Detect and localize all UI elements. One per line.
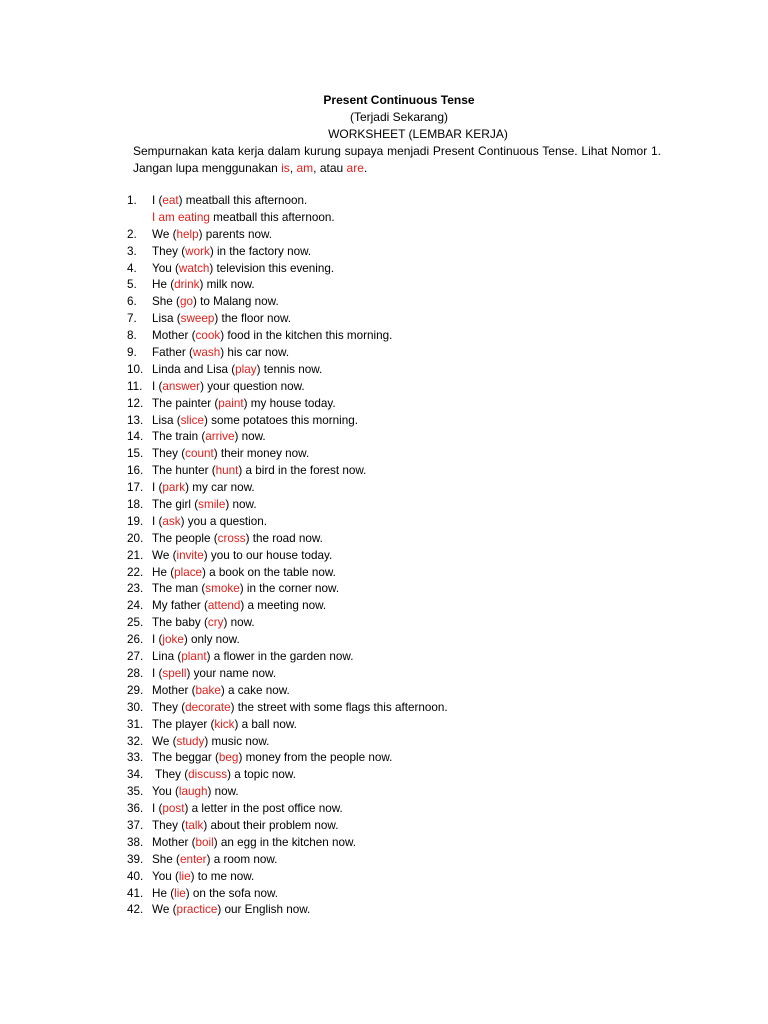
item-sentence: [152, 649, 353, 666]
item-number: 27.: [127, 650, 144, 664]
item-verb: smile: [198, 498, 226, 512]
list-item: [127, 598, 687, 615]
item-rest: ) meatball this afternoon.: [178, 194, 308, 207]
example-answer-sentence: [152, 210, 335, 227]
item-verb: lie: [178, 869, 191, 883]
item-rest: ) a bird in the forest now.: [238, 464, 367, 478]
item-rest: ) to me now.: [190, 869, 255, 883]
item-rest: ) only now.: [183, 633, 240, 647]
item-subject: He (: [152, 886, 175, 900]
list-item: [127, 649, 687, 666]
item-rest: ) now.: [207, 785, 239, 799]
item-rest: ) about their problem now.: [203, 818, 339, 832]
item-subject: He (: [152, 278, 175, 292]
item-subject: We (: [152, 548, 177, 562]
item-sentence: [152, 328, 392, 345]
item-verb: practice: [176, 903, 218, 917]
page-subtitle: (Terjadi Sekarang): [349, 110, 449, 124]
item-number: 7.: [127, 312, 137, 326]
instructions-text: Sempurnakan kata kerja dalam kurung supaya menjadi Present Continuous Tense. Lihat Nomor 1. Jangan lupa menggunakan: [133, 144, 661, 175]
list-item: [127, 784, 687, 801]
page-title: Present Continuous Tense: [323, 93, 475, 107]
item-subject: The people (: [152, 531, 218, 545]
list-item: [127, 683, 687, 700]
item-number: 13.: [127, 413, 144, 427]
list-item: [127, 801, 687, 818]
item-rest: ) on the sofa now.: [185, 886, 279, 900]
item-number: 4.: [127, 261, 137, 275]
item-rest: ) a ball now.: [234, 717, 297, 731]
item-rest: ) our English now.: [217, 903, 311, 917]
list-item: [127, 362, 687, 379]
item-sentence: [152, 565, 336, 582]
item-sentence: [152, 497, 257, 514]
item-number: 20.: [127, 531, 144, 545]
item-number: 2.: [127, 227, 137, 241]
item-rest: ) the road now.: [245, 531, 323, 545]
item-verb: post: [162, 802, 185, 816]
item-subject: I (: [152, 481, 163, 495]
item-number: 22.: [127, 565, 144, 579]
item-number: 30.: [127, 700, 144, 714]
item-sentence: [155, 767, 296, 784]
instructions-sep-2: , atau: [313, 161, 344, 175]
item-number: 11.: [127, 379, 143, 393]
item-subject: The train (: [152, 430, 206, 444]
item-subject: I (: [152, 802, 163, 816]
item-verb: go: [179, 295, 193, 309]
item-verb: kick: [214, 717, 235, 731]
item-sentence: [152, 311, 291, 328]
item-number: 25.: [127, 616, 144, 630]
item-sentence: [152, 683, 290, 700]
list-item: [127, 632, 687, 649]
list-item: [127, 261, 687, 278]
item-rest: ) your name now.: [186, 666, 277, 680]
item-subject: The baby (: [152, 616, 208, 630]
instructions-end: .: [363, 161, 368, 175]
item-verb: laugh: [178, 785, 208, 799]
item-rest: ) a flower in the garden now.: [206, 650, 354, 664]
item-verb: watch: [178, 261, 210, 275]
item-verb: count: [185, 447, 214, 461]
list-item: [127, 446, 687, 463]
item-sentence: [152, 379, 305, 396]
item-sentence: [152, 227, 272, 244]
item-rest: ) now.: [234, 430, 266, 444]
item-subject: Father (: [152, 346, 193, 360]
item-number: 42.: [127, 903, 144, 917]
item-verb: talk: [185, 818, 204, 832]
item-verb: attend: [207, 599, 241, 613]
item-sentence: [152, 261, 334, 278]
item-sentence: [152, 396, 336, 413]
list-item: [127, 717, 687, 734]
item-sentence: [152, 784, 239, 801]
item-verb: place: [174, 565, 203, 579]
list-item: [127, 480, 687, 497]
item-verb: slice: [180, 413, 204, 427]
item-number: 1.: [127, 194, 137, 207]
item-verb: plant: [181, 650, 207, 664]
list-item: [127, 852, 687, 869]
item-subject: She (: [152, 852, 180, 866]
item-subject: The man (: [152, 582, 206, 596]
item-subject: I (: [152, 666, 163, 680]
item-rest: ) milk now.: [199, 278, 255, 292]
item-rest: ) parents now.: [198, 227, 272, 241]
item-verb: ask: [162, 514, 181, 528]
item-verb: answer: [162, 379, 201, 393]
item-sentence: [152, 345, 289, 362]
item-subject: The beggar (: [152, 751, 219, 765]
list-item: [127, 514, 687, 531]
item-subject: He (: [152, 565, 175, 579]
item-verb: cry: [207, 616, 224, 630]
item-subject: Lisa (: [152, 413, 181, 427]
worksheet-heading: WORKSHEET (LEMBAR KERJA): [328, 127, 508, 141]
item-rest: ) food in the kitchen this morning.: [220, 329, 393, 343]
item-subject: We (: [152, 903, 177, 917]
example-subject: I: [152, 210, 156, 224]
item-rest: ) to Malang now.: [192, 295, 279, 309]
list-item: [127, 413, 687, 430]
item-verb: study: [176, 734, 205, 748]
list-item: [127, 700, 687, 717]
item-sentence: [152, 801, 343, 818]
item-rest: ) now.: [223, 616, 255, 630]
item-number: 10.: [127, 362, 144, 376]
list-item: [127, 818, 687, 835]
list-item: [127, 615, 687, 632]
item-subject: You (: [152, 785, 179, 799]
item-sentence: [152, 463, 366, 480]
item-subject: We (: [152, 734, 177, 748]
item-subject: They (: [155, 768, 189, 782]
item-rest: ) a book on the table now.: [202, 565, 336, 579]
item-verb: arrive: [205, 430, 235, 444]
item-sentence: [152, 480, 255, 497]
item-verb: eat: [162, 194, 179, 207]
item-verb: help: [176, 227, 199, 241]
item-sentence: [152, 581, 339, 598]
item-sentence: [152, 277, 255, 294]
item-rest: ) a room now.: [206, 852, 278, 866]
item-subject: They (: [152, 700, 186, 714]
item-number: 26.: [127, 633, 144, 647]
item-rest: ) my car now.: [185, 481, 255, 495]
item-number: 24.: [127, 599, 144, 613]
item-rest: ) their money now.: [213, 447, 310, 461]
list-item: [127, 548, 687, 565]
list-item: [127, 531, 687, 548]
list-item: [127, 277, 687, 294]
item-subject: Mother (: [152, 835, 196, 849]
list-item: [127, 463, 687, 480]
item-number: 39.: [127, 852, 144, 866]
item-sentence: [152, 632, 240, 649]
example-rest: meatball this afternoon.: [213, 210, 335, 224]
item-rest: ) my house today.: [243, 396, 336, 410]
item-verb: wash: [192, 346, 221, 360]
list-item: [127, 565, 687, 582]
item-verb: drink: [174, 278, 200, 292]
item-number: 3.: [127, 244, 137, 258]
item-verb: beg: [218, 751, 239, 765]
item-sentence: [152, 548, 332, 565]
item-rest: ) his car now.: [220, 346, 290, 360]
item-rest: ) an egg in the kitchen now.: [213, 835, 357, 849]
item-verb: play: [235, 362, 257, 376]
item-rest: ) music now.: [204, 734, 270, 748]
item-sentence: [152, 869, 254, 886]
keyword-am: am: [296, 161, 314, 175]
item-subject: Linda and Lisa (: [152, 362, 236, 376]
item-subject: Lina (: [152, 650, 182, 664]
list-item: [127, 666, 687, 683]
item-verb: lie: [174, 886, 186, 900]
list-item: [127, 193, 687, 210]
item-number: 14.: [127, 430, 144, 444]
item-subject: I (: [152, 633, 163, 647]
item-rest: ) you a question.: [180, 514, 268, 528]
list-item: [127, 244, 687, 261]
list-item: [127, 581, 687, 598]
list-item: [127, 886, 687, 903]
item-subject: The hunter (: [152, 464, 216, 478]
item-subject: We (: [152, 227, 177, 241]
list-item: [127, 835, 687, 852]
item-number: 16.: [127, 464, 144, 478]
item-rest: ) money from the people now.: [238, 751, 393, 765]
item-verb: discuss: [188, 768, 228, 782]
item-number: 35.: [127, 785, 144, 799]
item-sentence: [152, 429, 266, 446]
item-verb: boil: [195, 835, 214, 849]
item-subject: The painter (: [152, 396, 219, 410]
item-rest: ) the floor now.: [214, 312, 292, 326]
item-sentence: [152, 514, 267, 531]
item-number: 31.: [127, 717, 144, 731]
item-rest: ) some potatoes this morning.: [203, 413, 358, 427]
item-rest: ) your question now.: [200, 379, 305, 393]
item-number: 17.: [127, 481, 144, 495]
item-number: 19.: [127, 514, 144, 528]
list-item: [127, 902, 687, 919]
instructions-sep-1: ,: [289, 161, 294, 175]
keyword-is: is: [281, 161, 290, 175]
keyword-are: are: [346, 161, 364, 175]
item-subject: My father (: [152, 599, 208, 613]
item-sentence: [152, 362, 322, 379]
list-item: [127, 345, 687, 362]
item-number: 37.: [127, 818, 144, 832]
item-rest: ) tennis now.: [256, 362, 323, 376]
item-verb: cook: [195, 329, 221, 343]
item-number: 15.: [127, 447, 144, 461]
list-item: [127, 379, 687, 396]
item-sentence: [152, 615, 255, 632]
item-sentence: [152, 531, 323, 548]
item-rest: ) a meeting now.: [240, 599, 327, 613]
item-number: 5.: [127, 278, 137, 292]
item-rest: ) television this evening.: [209, 261, 335, 275]
item-subject: I (: [152, 379, 163, 393]
item-verb: joke: [162, 633, 184, 647]
list-item: [127, 869, 687, 886]
item-sentence: [152, 244, 311, 261]
item-subject: The girl (: [152, 498, 199, 512]
item-sentence: [152, 598, 326, 615]
item-verb: cross: [217, 531, 246, 545]
item-verb: enter: [179, 852, 207, 866]
item-rest: ) you to our house today.: [203, 548, 333, 562]
item-subject: They (: [152, 244, 186, 258]
item-rest: ) in the corner now.: [239, 582, 340, 596]
list-item: [127, 227, 687, 244]
item-sentence: [152, 413, 358, 430]
item-verb: spell: [162, 666, 187, 680]
item-sentence: [152, 717, 297, 734]
item-sentence: [152, 700, 448, 717]
item-verb: invite: [176, 548, 204, 562]
item-rest: ) in the factory now.: [209, 244, 312, 258]
item-sentence: [152, 902, 310, 919]
item-sentence: [152, 886, 278, 903]
item-verb: decorate: [185, 700, 231, 714]
item-number: 41.: [127, 886, 144, 900]
item-verb: work: [185, 244, 210, 258]
item-subject: She (: [152, 295, 180, 309]
item-subject: I (: [152, 514, 163, 528]
item-rest: ) the street with some flags this afternoon.: [230, 700, 448, 714]
item-number: 33.: [127, 751, 144, 765]
item-sentence: [152, 835, 356, 852]
item-sentence: [152, 750, 392, 767]
item-sentence: [152, 818, 338, 835]
item-sentence: [152, 294, 279, 311]
example-answer: [127, 210, 687, 227]
item-rest: ) a letter in the post office now.: [184, 802, 343, 816]
exercise-list: [127, 193, 687, 919]
item-number: 21.: [127, 548, 144, 562]
item-number: 8.: [127, 329, 137, 343]
item-number: 40.: [127, 869, 144, 883]
item-subject: You (: [152, 261, 179, 275]
item-number: 12.: [127, 396, 144, 410]
list-item: [127, 396, 687, 413]
item-sentence: [152, 193, 307, 210]
list-item: [127, 750, 687, 767]
item-rest: ) now.: [225, 498, 257, 512]
item-number: 6.: [127, 295, 137, 309]
item-number: 36.: [127, 802, 144, 816]
item-rest: ) a cake now.: [220, 683, 290, 697]
item-number: 34.: [127, 768, 144, 782]
item-number: 28.: [127, 666, 144, 680]
list-item: [127, 311, 687, 328]
item-subject: The player (: [152, 717, 215, 731]
item-number: 23.: [127, 582, 144, 596]
item-verb: park: [162, 481, 186, 495]
item-subject: You (: [152, 869, 179, 883]
item-sentence: [152, 446, 309, 463]
item-number: 32.: [127, 734, 144, 748]
item-sentence: [152, 734, 269, 751]
list-item: [127, 497, 687, 514]
item-subject: They (: [152, 447, 186, 461]
item-rest: ) a topic now.: [227, 768, 296, 782]
list-item: [127, 294, 687, 311]
item-verb: bake: [195, 683, 221, 697]
item-verb: paint: [218, 396, 244, 410]
list-item: [127, 734, 687, 751]
item-number: 18.: [127, 498, 144, 512]
list-item: [127, 429, 687, 446]
item-subject: Lisa (: [152, 312, 181, 326]
example-verb: am eating: [158, 210, 210, 224]
list-item: [127, 328, 687, 345]
item-number: 29.: [127, 683, 144, 697]
item-subject: They (: [152, 818, 186, 832]
item-number: 9.: [127, 346, 137, 360]
item-subject: I (: [152, 194, 163, 207]
item-verb: hunt: [215, 464, 239, 478]
item-sentence: [152, 852, 277, 869]
item-verb: sweep: [180, 312, 215, 326]
item-subject: Mother (: [152, 329, 196, 343]
item-sentence: [152, 666, 276, 683]
instructions-paragraph: [133, 143, 661, 177]
list-item: [127, 767, 687, 784]
item-number: 38.: [127, 835, 144, 849]
item-verb: smoke: [205, 582, 240, 596]
item-subject: Mother (: [152, 683, 196, 697]
